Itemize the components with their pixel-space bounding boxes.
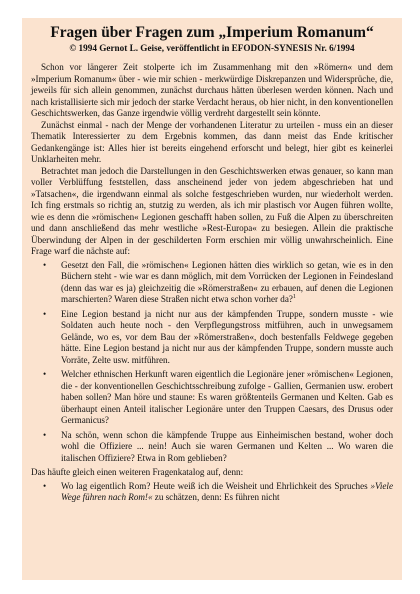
list-item (31, 369, 393, 427)
list-item-text: Welcher ethnischen Herkunft waren eigentlich die Legionäre jener »römischen« Legionen, die - der konventionellen Geschichtsschreibung zufolge - Gallien, Germanien usw. erobert haben sollen? Man höre und staune: Es waren größtenteils Germanen und Kelten. Gab es überhaupt einen Anteil italischer Legionäre unter den Truppen Caesars, des Drusus oder Germanicus? (61, 369, 393, 425)
bullet-icon: • (43, 369, 47, 379)
list-item (31, 309, 393, 367)
bullet-icon: • (43, 429, 47, 440)
list-item-text-end: zu schätzen, denn: Es führen nicht (152, 492, 280, 502)
list-item-text: Na schön, wenn schon die kämpfende Truppe aus Einheimischen bestand, woher doch wohl die Offiziere ... nein! Auch sie waren Germanen und Kelten ... Wo waren die italischen Offiziere? Etwa in Rom geblieben? (61, 429, 393, 463)
list-item (31, 430, 393, 465)
paragraph: Betrachtet man jedoch die Darstellungen in den Geschichtswerken etwas genauer, so kann man voller Verblüffung feststellen, dass anscheinend jeder von jedem abgeschrieben hat und »Tatsachen«, die irgendwann einmal als solche festgeschrieben wurden, nur wiederholt werden. Ich fing erstmals so richtig an, stutzig zu werden, als ich mir plastisch vor Augen führen wollte, wie es denn die »römischen« Legionen geschafft haben sollen, zu Fuß die Alpen zu überschreiten und dann anschließend das mehr westliche »Rest-Europa« zu besiegen. Allein die praktische Überwindung der Alpen in der geschilderten Form erschien mir völlig unwahrscheinlich. Eine Frage warf die nächste auf: (31, 165, 393, 256)
question-list (31, 260, 393, 465)
paragraph: Zunächst einmal - nach der Menge der vorhandenen Literatur zu urteilen - muss ein an dieser Thematik Interessierter zu dem Ergebnis kommen, das dann meist das Ende kritischer Gedankengänge ist: Alles hier ist bereits eingehend erforscht und belegt, hier gibt es keinerlei Unklarheiten mehr. (31, 119, 393, 164)
footnote-marker: 1 (292, 293, 296, 300)
list-item-text: Wo lag eigentlich Rom? Heute weiß ich die Weisheit und Ehrlichkeit des Spruches (61, 480, 371, 491)
list-item-text: Gesetzt den Fall, die »römischen« Legionen hätten dies wirklich so getan, wie es in den Büchern steht - wie war es dann möglich, mit dem Vorrücken der Legionen in Feindesland (denn das war es ja) gleichzeitig die »Römerstraßen« zu erbauen, auf denen die Legionen marschierten? Waren diese Straßen nicht etwa schon vorher da? (61, 259, 393, 304)
question-list-2 (31, 481, 393, 504)
bullet-icon: • (43, 308, 47, 319)
document-title: Fragen über Fragen zum „Imperium Romanum“ (50, 24, 374, 41)
bullet-icon: • (43, 259, 47, 270)
paragraph: Schon vor längerer Zeit stolperte ich im Zusammenhang mit den »Römern« und dem »Imperium Romanum« über - wie mir schien - merkwürdige Diskrepanzen und Widersprüche, die, jeweils für sich allein genommen, zunächst durchaus hätten überlesen werden können. Nach und nach kristallisierte sich mir jedoch der starke Verdacht heraus, ob hier nicht, in den konventionellen Geschichtswerken, das Ganze irgendwie völlig verdreht dargestellt sein könnte. (31, 62, 393, 118)
bullet-icon: • (43, 480, 47, 491)
transition-paragraph: Das häufte gleich einen weiteren Fragenkatalog auf, denn: (31, 467, 244, 477)
article-body (31, 62, 393, 504)
document-page (22, 18, 402, 580)
quoted-saying: »Viele Wege führen nach Rom!« (61, 480, 393, 502)
list-item-text: Eine Legion bestand ja nicht nur aus der kämpfenden Truppe, sondern musste - wie Soldaten auch heute noch - den Verpflegungstross mitführen, auch in unwegsamem Gelände, wo es, vor dem Bau der »Römerstraßen«, doch bestenfalls Feldwege gegeben hätte. Eine Legion bestand ja nicht nur aus der kämpfenden Truppe, sondern musste auch Vorräte, Zelte usw. mitführen. (61, 308, 393, 365)
list-item (31, 260, 393, 306)
copyright-line: © 1994 Gernot L. Geise, veröffentlicht in EFODON-SYNESIS Nr. 6/1994 (69, 43, 355, 53)
list-item (31, 481, 393, 504)
